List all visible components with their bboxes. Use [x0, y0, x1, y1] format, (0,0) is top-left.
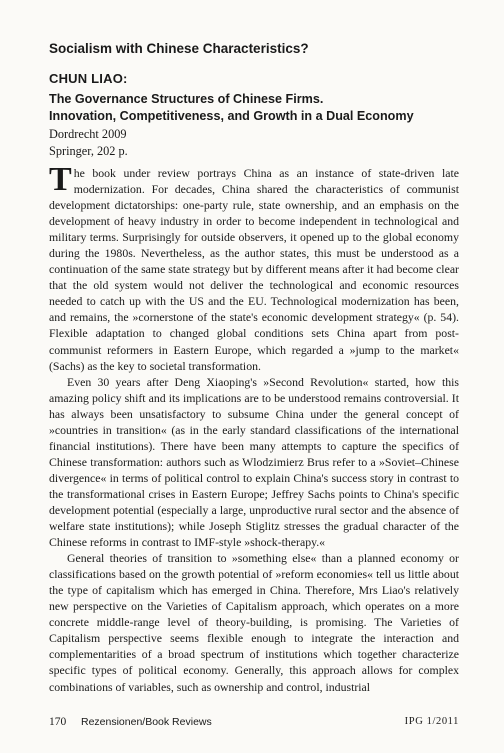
section-title: Socialism with Chinese Characteristics?: [49, 41, 309, 56]
paragraph-2: Even 30 years after Deng Xiaoping's »Second Revolution« started, how this amazing policy shift and its implications are to be understood remains controversial. It has always been unsatisfactory to subsume China under the general concept of »countries in transition« (as in the early standard classifications of the international financial institutions). There have been many attempts to capture the specifics of Chinese transformation: authors such as Wlodzimierz Brus refer to a »Soviet–Chinese divergence« in terms of political control to explain China's success story in contrast to the transformational crises in Eastern Europe; Jeffrey Sachs points to China's specific development potential (especially a large, unproductive rural sector and the absence of welfare state institutions); while Joseph Stiglitz stresses the gradual character of the Chinese reforms in contrast to IMF-style »shock-therapy.«: [49, 374, 459, 550]
paragraph-1-text: he book under review portrays China as an instance of state-driven late modernization. For decades, China shared the characteristics of communist development dictatorships: one-party rule, state ownership, and an emphasis on the development of heavy industry in order to become independent in technological and military terms. Surprisingly for outside observers, it opened up to the global economy during the 1980s. Nevertheless, as the author states, this must be understood as a continuation of the same state strategy but by different means after it had become clear that the old system would not deliver the technological and economic resources needed to catch up with the US and the EU. Technological modernization has been, and remains, the »cornerstone of the state's economic development strategy« (p. 54). Flexible adaptation to changed global conditions sets China apart from post-communist reformers in Eastern Europe, which regarded a »jump to the market« (Sachs) as the key to societal transformation.: [49, 166, 459, 373]
page-footer: [49, 716, 459, 732]
journal-issue: IPG 1/2011: [404, 716, 459, 727]
review-body: [49, 161, 459, 695]
book-title-line-2: Innovation, Competitiveness, and Growth in a Dual Economy: [49, 109, 414, 123]
imprint-place: Dordrecht 2009: [49, 127, 127, 141]
book-title-line-1: The Governance Structures of Chinese Firms.: [49, 92, 324, 106]
imprint-publisher: Springer, 202 p.: [49, 144, 128, 158]
drop-cap: T: [49, 161, 72, 198]
paragraph-1: [49, 161, 459, 374]
page-number: 170: [49, 716, 67, 728]
imprint: [49, 126, 128, 160]
running-title: Rezensionen/Book Reviews: [81, 716, 212, 728]
paragraph-3: General theories of transition to »something else« than a planned economy or classifications based on the growth potential of »reform economies« tell us little about the type of capitalism which has emerged in China. Therefore, Mrs Liao's relatively new perspective on the Varieties of Capitalism approach, which operates on a more concrete middle-range level of theory-building, is promising. The Varieties of Capitalism perspective seems flexible enough to integrate the interaction and complementarities of a broad spectrum of institutions which together characterize specific types of political economy. Generally, this approach allows for complex combinations of variables, such as ownership and control, industrial: [49, 551, 459, 694]
page: [49, 0, 459, 753]
review-author: CHUN LIAO:: [49, 71, 128, 86]
book-title: [49, 91, 459, 125]
